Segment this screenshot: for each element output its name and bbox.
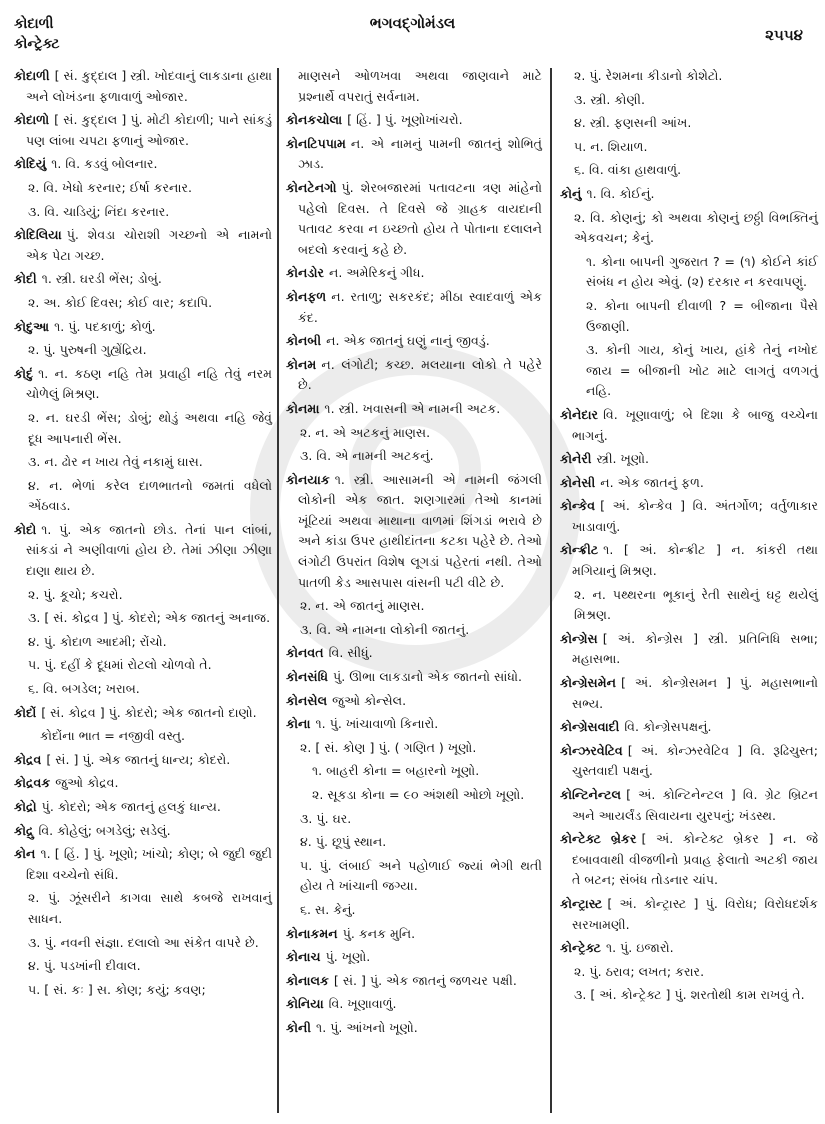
entry-sense (560, 962, 818, 983)
definition-text: પું. કોદરો; એક જાતનું હલકું ધાન્ય. (41, 799, 221, 814)
headword: કોન્ગ્રેસવાદી (560, 719, 620, 735)
headword: કોન્કેવ (560, 498, 596, 514)
dictionary-entry (14, 773, 272, 794)
headword: કોની (286, 1019, 312, 1035)
definition-text: પું. ખૂણો. (325, 949, 371, 965)
entry-sense (14, 888, 272, 929)
entry-sense (560, 208, 818, 249)
definition-text: [ સં. કોદ્રવ ] પું. કોદરો; એક જાતનો દાણો. (41, 704, 257, 720)
dictionary-entry (14, 703, 272, 724)
entry-sense (560, 90, 818, 111)
headword: કોનબી (286, 333, 322, 349)
definition-text: ૪. પું. છૂપું સ્થાન. (300, 834, 387, 850)
definition-text: વિ. ખૂણાવાળું; બે દિશા કે બાજુ વચ્ચેના ભાગનું. (572, 406, 818, 443)
column-3 (560, 66, 818, 1009)
dictionary-entry (286, 470, 542, 594)
definition-text: ૩. [ અં. કોન્ટ્રેક્ટ ] પું. શરતોથી કામ રાખવું તે. (574, 987, 805, 1003)
definition-text: [ સં. કુદ્દાલ ] સ્ત્રી. ખોદવાનું લાકડાના હાથા અને લોખંડના ફળાવાળું ઓજાર. (26, 68, 272, 104)
headword: કોદી (14, 271, 37, 287)
definition-text: ન. અમેરિકનું ગીધ. (329, 265, 425, 281)
entry-sense (286, 900, 542, 921)
entry-sense (286, 856, 542, 897)
headword: કોદાળી (14, 68, 50, 83)
definition-text: ૨. ન. ઘરડી ભેંસ; ડોબું; થોડું અથવા નહિ જેવું દૂધ આપનારી ભેંસ. (28, 409, 272, 446)
entry-sense (286, 596, 542, 617)
headword: કોનમા (286, 400, 320, 416)
entry-sense (14, 933, 272, 954)
definition-text: ૧. પું. ઇજારો. (605, 940, 674, 956)
entry-sense (14, 608, 272, 629)
entry-sense (286, 738, 542, 759)
headword: કોદિલિયા (14, 227, 62, 243)
dictionary-entry (286, 287, 542, 328)
headword: કોનટિપપામ (286, 135, 346, 151)
definition-text: માણસને ઓળખવા અથવા જાણવાને માટે પ્રશ્નાર્થે વપરાતું સર્વનામ. (298, 68, 542, 104)
definition-text: ૧. સ્ત્રી. આસામની એ નામની જંગલી લોકોની એક જાત. શણગારમાં તેઓ કાનમાં ખૂંટિયાં અથવા માથાના વાળમાં શિંગડાં ભરાવે છે અને કાંડા ઉપર હાથીદાંતના કટકા પહેરે છે. તેઓ લંગોટી ઉપરાંત વિશેષ લૂગડાં પહેરતાં નથી. તેઓ પાતળી કેડ આસપાસ વાંસની પટી વીટે છે. (298, 471, 542, 590)
definition-text: ૧. વિ. કડવું બોલનાર. (51, 156, 158, 172)
entry-sense (286, 620, 542, 641)
headword: કોદું (14, 365, 34, 381)
definition-text: ૩. સ્ત્રી. કોણી. (574, 91, 646, 107)
definition-text: ૨. વિ. કોણનું; કો અથવા કોણનું છઠ્ઠી વિભક્તિનું એકવચન; કેનું. (574, 209, 818, 246)
entry-sense (14, 980, 272, 1001)
dictionary-entry (14, 821, 272, 842)
headword: કોનેસી (560, 474, 596, 490)
entry-sense (14, 679, 272, 700)
headword: કોન્ટેક્ટ બ્રેકર (560, 831, 637, 847)
headword: કોનું (560, 185, 582, 201)
definition-text: ૩. વિ. એ નામના લોકોની જાતનું. (300, 621, 470, 637)
definition-text: ૬. સ. કેનું. (300, 901, 356, 917)
dictionary-entry (286, 691, 542, 712)
page-number: ૨૫૫૪ (765, 26, 803, 44)
definition-text: ન. એક જાતનું ફળ. (600, 474, 704, 490)
headword: કોદોં (14, 704, 37, 720)
headword: કોનાકમન (286, 925, 338, 941)
dictionary-entry (560, 184, 818, 205)
headword: કોનવત (286, 645, 324, 661)
entry-sense (286, 423, 542, 444)
entry-sense (14, 452, 272, 473)
dictionary-entry (560, 540, 818, 581)
definition-text: [ અં. કોન્ટ્રાસ્ટ ] પું. વિરોધ; વિરોધદર્શક સરખામણી. (572, 895, 818, 932)
dictionary-entry (286, 667, 542, 688)
dictionary-entry (14, 317, 272, 338)
definition-text: ૬. વિ. વાંકા હાથવાળું. (574, 162, 682, 178)
entry-sense (14, 956, 272, 977)
headword: કોન્ગ્રેસમેન (560, 675, 617, 691)
dictionary-entry (14, 110, 272, 151)
definition-text: [ અં. કોન્કેવ ] વિ. અંતર્ગોળ; વર્તુળાકાર ખાડાવાળું. (572, 498, 818, 534)
definition-text: વિ. ખૂણાવાળું. (328, 996, 397, 1012)
dictionary-entry (286, 924, 542, 945)
definition-text: સ્ત્રી. ખૂણો. (596, 451, 650, 467)
dictionary-entry (14, 154, 272, 175)
headword: કોદાળો (14, 112, 50, 128)
definition-text: ન. એક જાતનું ઘણું નાનું જીવડું. (326, 333, 490, 349)
entry-sense (14, 202, 272, 223)
definition-text: ૫. [ સં. કઃ ] સ. કોણ; કયું; કવણ; (28, 981, 206, 997)
headword: કોન (14, 846, 36, 862)
dictionary-entry (560, 829, 818, 891)
definition-text: [ સં. ] પું. એક જાતનું ધાન્ય; કોદરો. (46, 751, 231, 767)
headword: કોદ્રુ (14, 822, 34, 838)
dictionary-entry (560, 717, 818, 738)
headword: કોદ્રવ (14, 751, 42, 767)
dictionary-entry (14, 844, 272, 885)
definition-text: ૩. [ સં. કોદ્રવ ] પું. કોદરો; એક જાતનું અનાજ. (28, 610, 271, 626)
definition-text: ૨. પું. ઠરાવ; લખત; કરાર. (574, 963, 705, 979)
dictionary-entry (560, 785, 818, 826)
headword: કોન્ક્રીટ (560, 542, 599, 558)
definition-text: ૧. પું. પદકાળું; કોળું. (54, 318, 156, 334)
headword: કોનસેલ (286, 692, 328, 708)
entry-sense (14, 293, 272, 314)
definition-text: ૨. કોના બાપની દીવાળી ? = બીજાના પૈસે ઉજાણી. (586, 297, 818, 334)
headword: કોન્ઝરવેટિવ (560, 742, 623, 758)
entry-sense (14, 178, 272, 199)
entry-sense (286, 761, 542, 782)
definition-text: ૧. પું. આંખનો ખૂણો. (316, 1019, 418, 1035)
entry-sense (14, 476, 272, 517)
definition-text: ૩. વિ. ચાડિયું; નિંદા કરનાર. (28, 203, 170, 219)
definition-text: ન. લંગોટી; કચ્છ. મલયાના લોકો તે પહેરે છે. (298, 356, 542, 393)
column-2 (286, 66, 542, 1042)
definition-text: પું. શેવડા ચોરાશી ગચ્છનો એ નામનો એક પેટા ગચ્છ. (26, 227, 272, 263)
definition-text: ૫. પું. દહીં કે દૂધમાં રોટલો ચોળવો તે. (28, 657, 212, 673)
headword: કોદ્રો (14, 799, 37, 814)
definition-text: પું. ઊભા લાકડાનો એક જાતનો સાંધો. (333, 669, 523, 685)
definition-text: [ અં. કોન્ટેક્ટ બ્રેકર ] ન. જે દબાવવાથી વીજળીનો પ્રવાહ ફેલાતો અટકી જાય તે બટન; સંબંધ તોડનાર ચાંપ. (572, 831, 818, 888)
entry-sense (560, 985, 818, 1006)
dictionary-entry (560, 629, 818, 670)
definition-text: ૨. વિ. ખેધો કરનાર; ઈર્ષા કરનાર. (28, 179, 193, 195)
dictionary-entry (286, 355, 542, 396)
definition-text: ૪. પું. કોદાળ આદમી; રોંચો. (28, 633, 167, 649)
definition-text: ૧. સ્ત્રી. ખવાસની એ નામની અટક. (324, 400, 501, 416)
entry-sense (286, 809, 542, 830)
dictionary-entry (14, 225, 272, 266)
definition-text: ૨. પું. પુરુષની ગુહ્યેંદ્રિય. (28, 342, 147, 358)
dictionary-entry (14, 66, 272, 107)
entry-continuation (286, 66, 542, 107)
definition-text: ૩. વિ. એ નામની અટકનું. (300, 448, 434, 464)
entry-sense (560, 296, 818, 337)
definition-text: જુઓ કોદ્રવ. (55, 775, 119, 791)
dictionary-entry (286, 178, 542, 260)
headword: કોનડોર (286, 265, 324, 281)
definition-text: ૧. કોના બાપની ગુજરાત ? = (૧) કોઈને કાંઈ સંબંધ ન હોય એવું. (૨) દરકાર ન કરવાપણું. (586, 253, 818, 290)
dictionary-entry (14, 750, 272, 771)
dictionary-entry (560, 496, 818, 537)
definition-text: ૫. પું. લંબાઈ અને પહોળાઈ જ્યાં ભેગી થતી હોય તે ખાંચાની જગ્યા. (300, 857, 542, 894)
entry-sense (560, 66, 818, 87)
dictionary-entry (286, 1018, 542, 1039)
definition-text: ૧. પું. એક જાતનો છોડ. તેનાં પાન લાંબાં, સાંકડાં ને અણીવાળાં હોય છે. તેમાં ઝીણા ઝીણા દાણા થાય છે. (26, 521, 272, 579)
headword: કોના (286, 716, 311, 732)
dictionary-entry (286, 714, 542, 735)
definition-text: ૨. [ સં. કોણ ] પું. ( ગણિત ) ખૂણો. (300, 739, 477, 755)
definition-text: ૨. પું. ઝૂંસરીને કાગવા સાથે કબજે રાખવાનું સાધન. (28, 890, 272, 926)
entry-sense (560, 585, 818, 626)
dictionary-entry (286, 643, 542, 664)
definition-text: ૩. પું. નવની સંજ્ઞા. દલાલો આ સંકેત વાપરે છે. (28, 934, 259, 950)
headword: કોનટેનગો (286, 179, 337, 195)
headword: કોદ્રવક (14, 775, 51, 791)
definition-text: [ હિં. ] પું. ખૂણોખાંચરો. (347, 112, 463, 128)
entry-sense (560, 113, 818, 134)
headword: કોદો (14, 521, 37, 537)
dictionary-entry (560, 938, 818, 959)
headword: કોનિયા (286, 996, 324, 1012)
entry-sense (560, 137, 818, 158)
definition-text: ૨. અ. કોઈ દિવસ; કોઈ વાર; કદાપિ. (28, 294, 213, 310)
definition-text: [ અં. કોન્ટિનેન્ટલ ] વિ. ગ્રેટ બ્રિટન અને આયર્લંડ સિવાયના યુરપનું; ખંડસ્થ. (572, 787, 818, 823)
headword: કોદિયું (14, 156, 47, 172)
entry-sense (14, 632, 272, 653)
entry-sense (560, 252, 818, 293)
headword: કોનમ (286, 356, 317, 372)
entry-sense (560, 340, 818, 402)
definition-text: વિ. કોહેલું; બગડેલું; સડેલું. (38, 822, 171, 838)
definition-text: ૫. ન. શિયાળ. (574, 138, 648, 154)
definition-text: ૨. ન. પથ્થરના ભૂકાનું રેતી સાથેનું ઘટ્ટ થયેલું મિશ્રણ. (574, 586, 818, 623)
dictionary-entry (14, 364, 272, 405)
column-divider (277, 68, 279, 1113)
definition-text: [ સં. ] પું. એક જાતનું જળચર પક્ષી. (333, 972, 517, 988)
definition-text: ૨. પું. કૂચો; કચરો. (28, 586, 123, 602)
headword: કોનેરી (560, 451, 592, 467)
definition-text: વિ. સીધું. (328, 645, 373, 661)
definition-text: ૨. પું. રેશમના કીડાનો કોશેટો. (574, 68, 723, 83)
definition-text: ૧. [ હિં. ] પું. ખૂણો; ખાંચો; કોણ; બે જુદી જુદી દિશા વચ્ચેનો સંધિ. (26, 846, 272, 882)
definition-text: [ અં. કોન્ગ્રેસમન ] પું. મહાસભાનો સભ્ય. (572, 675, 818, 711)
definition-text: [ અં. કોન્ગ્રેસ ] સ્ત્રી. પ્રતિનિધિ સભા; મહાસભા. (572, 630, 818, 667)
column-1 (14, 66, 272, 1003)
headword: કોનસંધિ (286, 669, 329, 685)
headword: કોનયાક (286, 471, 330, 487)
guide-word-first: કોદાળી (14, 16, 54, 32)
definition-text: ૨. ન. એ અટકનું માણસ. (300, 424, 431, 440)
entry-sense (14, 408, 272, 449)
headword: કોદુઆ (14, 318, 50, 334)
definition-text: [ સં. કુદ્દાલ ] પું. મોટી કોદાળી; પાને સાંકડું પણ લાંબા ચપટા ફળાનું ઓજાર. (26, 112, 272, 148)
headword: કોન્ટ્રાસ્ટ (560, 895, 603, 911)
entry-sense (286, 446, 542, 467)
definition-text: ૧. પું. ખાંચાવાળો કિનારો. (315, 716, 439, 732)
page-title: ભગવદ્ગોમંડલ (369, 14, 456, 32)
dictionary-entry (286, 994, 542, 1015)
definition-text: ૨. ન. એ જાતનું માણસ. (300, 598, 425, 614)
definition-text: જુઓ કોન્સેલ. (332, 692, 407, 708)
definition-text: ૬. વિ. બગડેલ; ખરાબ. (28, 681, 140, 697)
dictionary-entry (286, 947, 542, 968)
definition-text: ન. રતાળુ; સકરકંદ; મીઠા સ્વાદવાળું એક કંદ. (298, 288, 542, 325)
dictionary-entry (560, 741, 818, 782)
dictionary-entry (560, 405, 818, 446)
dictionary-entry (560, 449, 818, 470)
dictionary-entry (286, 263, 542, 284)
column-divider (550, 68, 552, 1113)
entry-sense (14, 726, 272, 747)
definition-text: પું. શેરબજારમાં પતાવટના ત્રણ માંહેનો પહેલો દિવસ. તે દિવસે જે ગ્રાહક વાયદાની પતાવટ કરવા ન ઇચ્છતો હોય તે પોતાના દલાલને બદલો કરવાનું કહે છે. (298, 179, 542, 257)
definition-text: ૩. પું. ઘર. (300, 810, 352, 826)
definition-text: ન. એ નામનું પામની જાતનું શોભિતું ઝાડ. (298, 135, 542, 172)
definition-text: કોદોંના ભાત = નજીવી વસ્તુ. (40, 728, 185, 744)
dictionary-entry (560, 673, 818, 714)
dictionary-entry (14, 269, 272, 290)
headword: કોનકચોલા (286, 112, 343, 128)
definition-text: ૪. સ્ત્રી. ફણસની આંખ. (574, 115, 692, 131)
definition-text: ૧. ન. કઠણ નહિ તેમ પ્રવાહી નહિ તેવું નરમ ચોળેલું મિશ્રણ. (26, 365, 272, 402)
entry-sense (14, 585, 272, 606)
guide-word-last: કોન્ટ્રેક્ટ (14, 36, 60, 52)
definition-text: ૧. [ અં. કોન્ક્રીટ ] ન. કાંકરી તથા મગિયાનું મિશ્રણ. (572, 542, 818, 579)
entry-sense (14, 655, 272, 676)
definition-text: ૪. પું. પડખાંની દીવાલ. (28, 958, 141, 974)
entry-sense (286, 785, 542, 806)
definition-text: [ અં. કોન્ઝરવેટિવ ] વિ. રૂઢિચુસ્ત; ચુસ્તવાદી પક્ષનું. (572, 742, 818, 779)
dictionary-entry (560, 894, 818, 935)
dictionary-entry (14, 520, 272, 582)
definition-text: ૧. સ્ત્રી. ઘરડી ભેંસ; ડોબું. (41, 271, 162, 287)
dictionary-entry (286, 134, 542, 175)
entry-sense (286, 832, 542, 853)
dictionary-entry (286, 331, 542, 352)
entry-sense (14, 340, 272, 361)
headword: કોનફળ (286, 288, 327, 304)
definition-text: ૩. કોની ગાય, કોનું ખાય, હાંકે તેનું નખોદ જાય = બીજાની ખોટ માટે લાગતું વળગતું નહિ. (586, 342, 818, 399)
definition-text: પું. કનક મુનિ. (342, 925, 416, 941)
definition-text: ૨. સૂકડા કોના = ૯૦ અંશથી ઓછો ખૂણો. (312, 787, 525, 802)
headword: કોનેદાર (560, 406, 599, 422)
definition-text: ૪. ન. ભેળાં કરેલ દાળભાતનો જમતાં વધેલો એંઠવાડ. (28, 477, 272, 514)
definition-text: ૧. બાહરી કોના = બહારનો ખૂણો. (312, 763, 480, 779)
dictionary-entry (286, 110, 542, 131)
dictionary-entry (560, 473, 818, 494)
headword: કોનાલક (286, 972, 329, 988)
headword: કોન્ટ્રેક્ટ (560, 940, 601, 956)
definition-text: ૧. વિ. કોઈનું. (586, 185, 655, 201)
dictionary-entry (14, 797, 272, 818)
dictionary-entry (286, 399, 542, 420)
headword: કોનાચ (286, 949, 321, 965)
headword: કોન્ગ્રેસ (560, 630, 598, 646)
entry-sense (560, 160, 818, 181)
definition-text: ૩. ન. ઢોર ન ખાય તેવું નકામું ઘાસ. (28, 454, 203, 470)
headword: કોન્ટિનેન્ટલ (560, 787, 622, 802)
dictionary-entry (286, 971, 542, 992)
definition-text: વિ. કોન્ગ્રેસપક્ષનું. (624, 719, 712, 735)
